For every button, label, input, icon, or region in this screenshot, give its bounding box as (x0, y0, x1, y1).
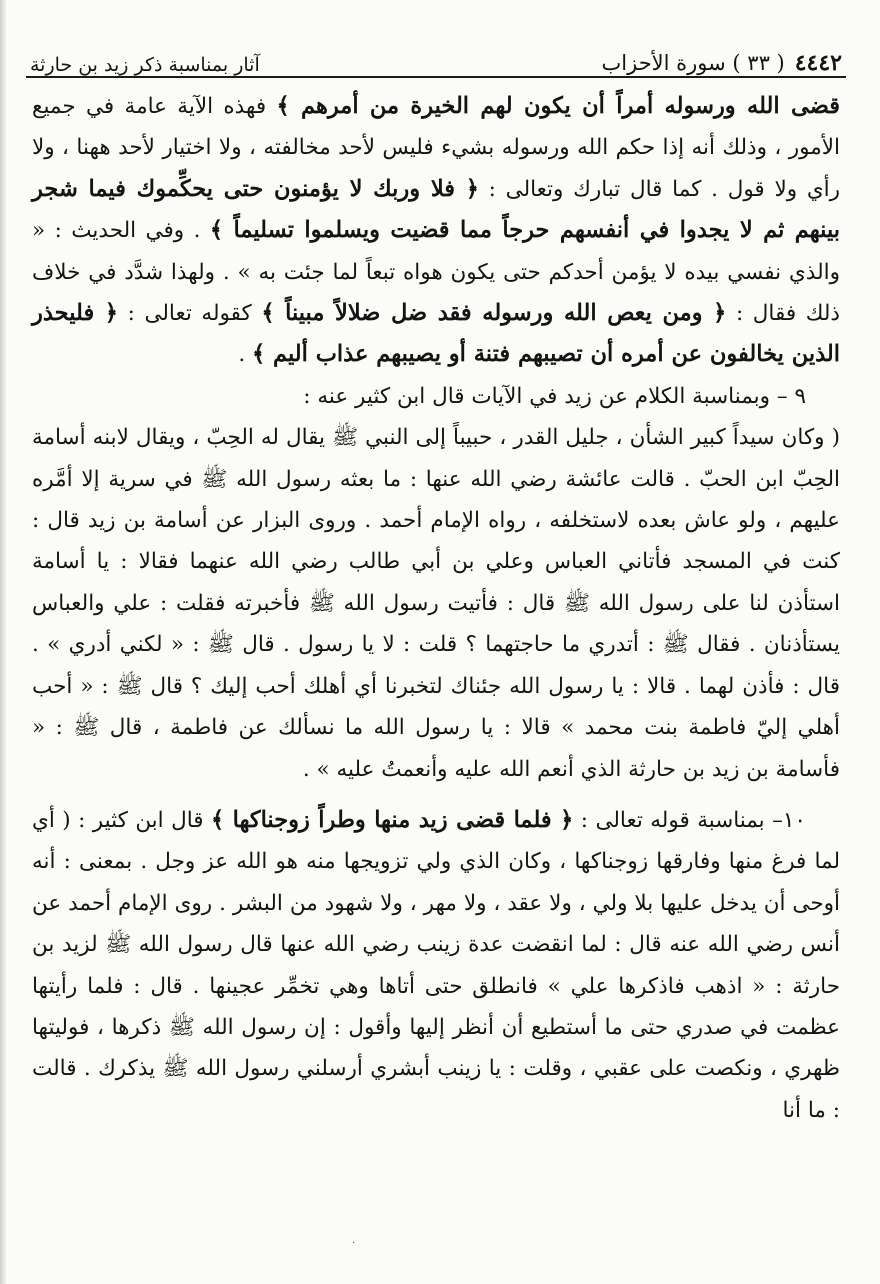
quran-verse-text: قضى الله ورسوله أمراً أن يكون لهم الخيرة من أمرهم ﴾ (276, 93, 840, 119)
body-text: . (238, 342, 253, 368)
paragraph-continuation (32, 86, 840, 376)
running-header (26, 38, 846, 78)
paragraph-item-9-heading (32, 376, 840, 417)
section-title: آثار بمناسبة ذكر زيد بن حارثة (30, 54, 260, 76)
body-text: ( وكان سيداً كبير الشأن ، جليل القدر ، حبيباً إلى النبي ﷺ يقال له الحِبّ ، ويقال لابنه أسامة الحِبّ ابن الحبّ . قالت عائشة رضي الله عنها : ما بعثه رسول الله ﷺ في سرية إلا أمَّره عليهم ، ولو عاش بعده لاستخلفه ، رواه الإمام أحمد . وروى البزار عن أسامة بن زيد قال : كنت في المسجد فأتاني العباس وعلي بن أبي طالب رضي الله عنهما فقالا : يا أسامة استأذن لنا على رسول الله ﷺ قال : فأتيت رسول الله ﷺ فأخبرته فقلت : علي والعباس يستأذنان . فقال ﷺ : أتدري ما حاجتهما ؟ قلت : لا يا رسول . قال ﷺ : « لكني أدري » . قال : فأذن لهما . قالا : يا رسول الله جئناك لتخبرنا أي أهلك أحب إليك ؟ قال ﷺ : « أحب أهلي إليّ فاطمة بنت محمد » قالا : يا رسول الله ما نسألك عن فاطمة ، قال ﷺ : « فأسامة بن زيد بن حارثة الذي أنعم الله عليه وأنعمتُ عليه » . (32, 425, 840, 782)
paragraph-gap (32, 790, 840, 800)
quran-verse-text: ﴿ ومن يعص الله ورسوله فقد ضل ضلالاً مبيناً ﴾ (261, 300, 727, 327)
surah-reference: ( ٣٣ ) سورة الأحزاب (601, 51, 785, 75)
body-text: كقوله تعالى : (117, 301, 262, 327)
quran-verse-text: ﴿ فلا وربك لا يؤمنون حتى يحكِّموك فيما شجر بينهم ثم لا يجدوا في أنفسهم حرجاً مما قضيت ويسلموا تسليماً ﴾ (32, 175, 840, 244)
body-text: فهذه الآية عامة في جميع الأمور ، وذلك أنه إذا حكم الله ورسوله بشيء فليس لأحد مخالفته ، ولا اختيار لأحد ههنا ، ولا رأي ولا قول . كما قال تبارك وتعالى : (32, 94, 840, 202)
header-surah-block (602, 50, 843, 76)
quran-verse-text: ﴿ فلما قضى زيد منها وطراً زوجناكها ﴾ (211, 806, 574, 833)
body-text: . وفي الحديث : « والذي نفسي بيده لا يؤمن أحدكم حتى يكون هواه تبعاً لما جئت به » . ولهذا شدَّد في خلاف ذلك فقال : (32, 218, 840, 327)
bottom-specks: · (352, 1238, 356, 1249)
page-body (26, 78, 846, 1131)
paragraph-item-10 (32, 800, 840, 1131)
body-text: ١٠– بمناسبة قوله تعالى : (573, 807, 806, 833)
body-text: قال ابن كثير : ( أي لما فرغ منها وفارقها زوجناكها ، وكان الذي ولي تزويجها منه هو الله عز وجل . بمعنى : أنه أوحى أن يدخل عليها بلا ولي ، ولا عقد ، ولا مهر ، ولا شهود من البشر . روى الإمام أحمد عن أنس رضي الله عنه قال : لما انقضت عدة زينب رضي الله عنها قال رسول الله ﷺ لزيد بن حارثة : « اذهب فاذكرها علي » فانطلق حتى أتاها وهي تخمِّر عجينها . قال : فلما رأيتها عظمت في صدري حتى ما أستطيع أن أنظر إليها وأقول : إن رسول الله ﷺ ذكرها ، فوليتها ظهري ، ونكصت على عقبي ، وقلت : يا زينب أبشري أرسلني رسول الله ﷺ يذكرك . قالت : ما أنا (32, 807, 840, 1123)
body-text: ٩ – وبمناسبة الكلام عن زيد في الآيات قال ابن كثير عنه : (303, 383, 806, 409)
book-page (26, 38, 846, 1131)
page-number: ٤٤٤٢ (794, 50, 842, 76)
scan-edge (0, 0, 6, 1284)
quran-verse-text: ﴿ فليحذر الذين يخالفون عن أمره أن تصيبهم فتنة أو يصيبهم عذاب أليم ﴾ (32, 300, 840, 368)
paragraph-ibn-kathir-quote (32, 417, 840, 790)
